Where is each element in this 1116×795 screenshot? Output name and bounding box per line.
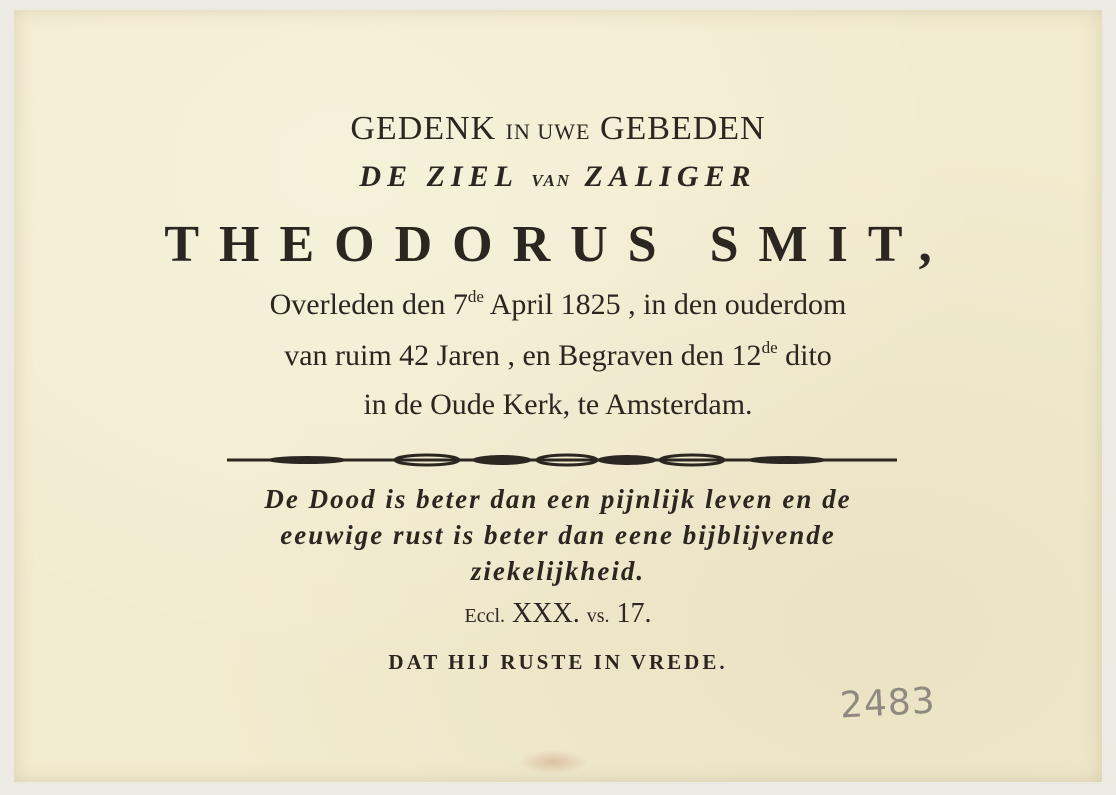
burial-sup: de: [761, 338, 778, 357]
quote-line-2: eeuwige rust is beter dan eene bijblijvende: [280, 520, 836, 550]
subheading-line: [0, 160, 1116, 194]
deceased-name: THEODORUS SMIT,: [164, 216, 952, 273]
ref-verse: 17.: [609, 598, 652, 629]
heading-line: [0, 110, 1116, 148]
death-date-sup: de: [467, 287, 484, 306]
location-line: in de Oude Kerk, te Amsterdam.: [363, 388, 753, 421]
subheading-part-2: VAN: [531, 171, 572, 190]
ref-verse-label: vs.: [586, 605, 610, 627]
subheading-part-1: DE ZIEL: [359, 160, 518, 193]
ref-chapter: XXX.: [505, 598, 587, 629]
scripture-reference: [0, 598, 1116, 630]
death-date-line: [0, 287, 1116, 322]
ornamental-rule: [227, 450, 897, 468]
burial-rest: dito: [777, 339, 832, 372]
burial-line: [0, 338, 1116, 373]
pencil-inventory-number: 2483: [838, 680, 937, 727]
ref-book: Eccl.: [464, 605, 506, 627]
quote-line-3: ziekelijkheid.: [470, 556, 646, 586]
quote-line-1: De Dood is beter dan een pijnlijk leven en de: [264, 484, 852, 514]
subheading-part-3: ZALIGER: [584, 160, 757, 193]
heading-word-1: GEDENK: [350, 110, 497, 147]
heading-word-3: GEBEDEN: [599, 110, 766, 147]
paper-stain: [518, 750, 588, 774]
death-date-text: Overleden den 7: [269, 288, 468, 321]
burial-text: van ruim 42 Jaren , en Begraven den 12: [284, 339, 762, 372]
death-date-rest: April 1825 , in den ouderdom: [483, 288, 847, 321]
heading-word-2: IN UWE: [505, 119, 591, 144]
closing-line: DAT HIJ RUSTE IN VREDE.: [388, 650, 728, 674]
